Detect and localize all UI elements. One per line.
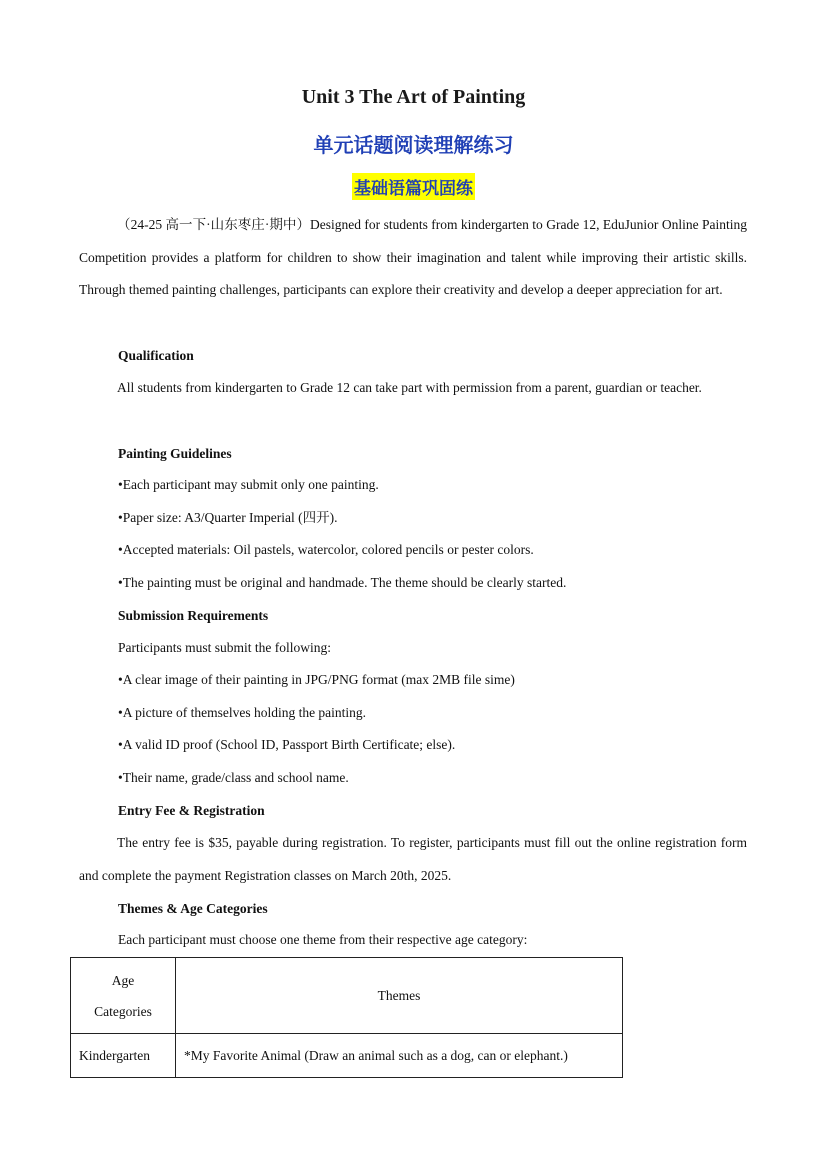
- section-label-wrap: [0, 173, 827, 200]
- qualification-text: All students from kindergarten to Grade 12 can take part with permission from a parent, guardian or teacher.: [117, 380, 702, 395]
- intro-text: （24-25 高一下·山东枣庄·期中）Designed for students from kindergarten to Grade 12, EduJunior Online Painting Competition provides a platform for children to show their imagination and talent while improving their artistic skills. Through themed painting challenges, participants can explore their creativity and develop a deeper appreciation for art.: [79, 217, 747, 298]
- header-themes: Themes: [176, 958, 623, 1034]
- section-label: 基础语篇巩固练: [352, 173, 475, 200]
- table-row: [71, 1034, 623, 1078]
- fee-heading: Entry Fee & Registration: [118, 803, 265, 818]
- age-categories-table: [70, 957, 623, 1078]
- submission-lead: Participants must submit the following:: [118, 640, 331, 655]
- fee-paragraph: [79, 827, 747, 892]
- table-header-row: [71, 958, 623, 1034]
- submission-item: •Their name, grade/class and school name.: [118, 770, 349, 785]
- page-title: Unit 3 The Art of Painting: [301, 86, 526, 108]
- submission-item: •A clear image of their painting in JPG/PNG format (max 2MB file sime): [118, 672, 515, 687]
- cell-theme: *My Favorite Animal (Draw an animal such as a dog, can or elephant.): [176, 1034, 623, 1078]
- submission-heading: Submission Requirements: [118, 608, 269, 623]
- guideline-item: •Paper size: A3/Quarter Imperial (四开).: [118, 510, 338, 525]
- header-age-categories: Age Categories: [71, 958, 176, 1034]
- themes-heading: Themes & Age Categories: [118, 901, 268, 916]
- submission-item: •A valid ID proof (School ID, Passport Birth Certificate; else).: [118, 737, 456, 752]
- guideline-item: •Each participant may submit only one painting.: [118, 477, 379, 492]
- cell-category: Kindergarten: [71, 1034, 176, 1078]
- submission-item: •A picture of themselves holding the painting.: [118, 705, 367, 720]
- guidelines-heading: Painting Guidelines: [118, 446, 232, 461]
- page-subtitle: 单元话题阅读理解练习: [313, 133, 514, 157]
- themes-lead: Each participant must choose one theme from their respective age category:: [118, 932, 528, 947]
- fee-text: The entry fee is $35, payable during registration. To register, participants must fill out the online registration form and complete the payment Registration classes on March 20th, 2025.: [79, 835, 747, 883]
- guideline-item: •Accepted materials: Oil pastels, watercolor, colored pencils or pester colors.: [118, 542, 534, 557]
- qualification-paragraph: [79, 372, 747, 405]
- qualification-heading: Qualification: [118, 348, 194, 363]
- intro-paragraph: [79, 209, 747, 307]
- guideline-item: •The painting must be original and handmade. The theme should be clearly started.: [118, 575, 567, 590]
